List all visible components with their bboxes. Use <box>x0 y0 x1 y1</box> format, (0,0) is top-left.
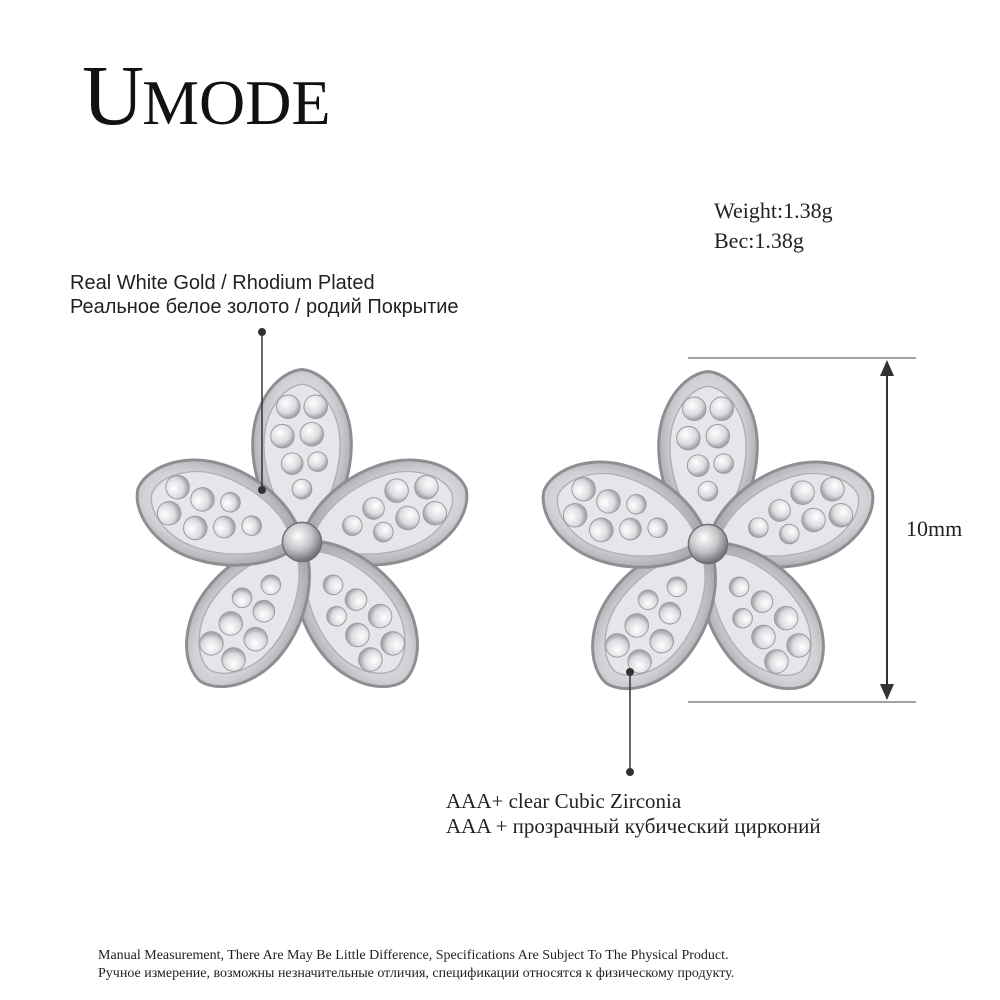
earring-left <box>123 370 482 711</box>
weight-spec: Weight:1.38g <box>714 198 833 223</box>
stone-label-ru: AAA + прозрачный кубический цирконий <box>446 814 821 838</box>
bec-spec: Bec:1.38g <box>714 228 804 253</box>
footer-disclaimer-en: Manual Measurement, There Are May Be Little Difference, Specifications Are Subject To The Physical Product. <box>98 948 729 963</box>
brand-first-letter: U <box>82 47 143 143</box>
earring-right <box>529 372 888 713</box>
footer-disclaimer-ru: Ручное измерение, возможны незначительные отличия, спецификации относятся к физическому продукту. <box>98 966 735 981</box>
brand-rest: MODE <box>142 67 331 138</box>
material-label-ru: Реальное белое золото / родий Покрытие <box>70 296 459 318</box>
stone-label-en: AAA+ clear Cubic Zirconia <box>446 789 682 813</box>
dimension-label: 10mm <box>906 516 963 541</box>
material-label-en: Real White Gold / Rhodium Plated <box>70 272 375 294</box>
